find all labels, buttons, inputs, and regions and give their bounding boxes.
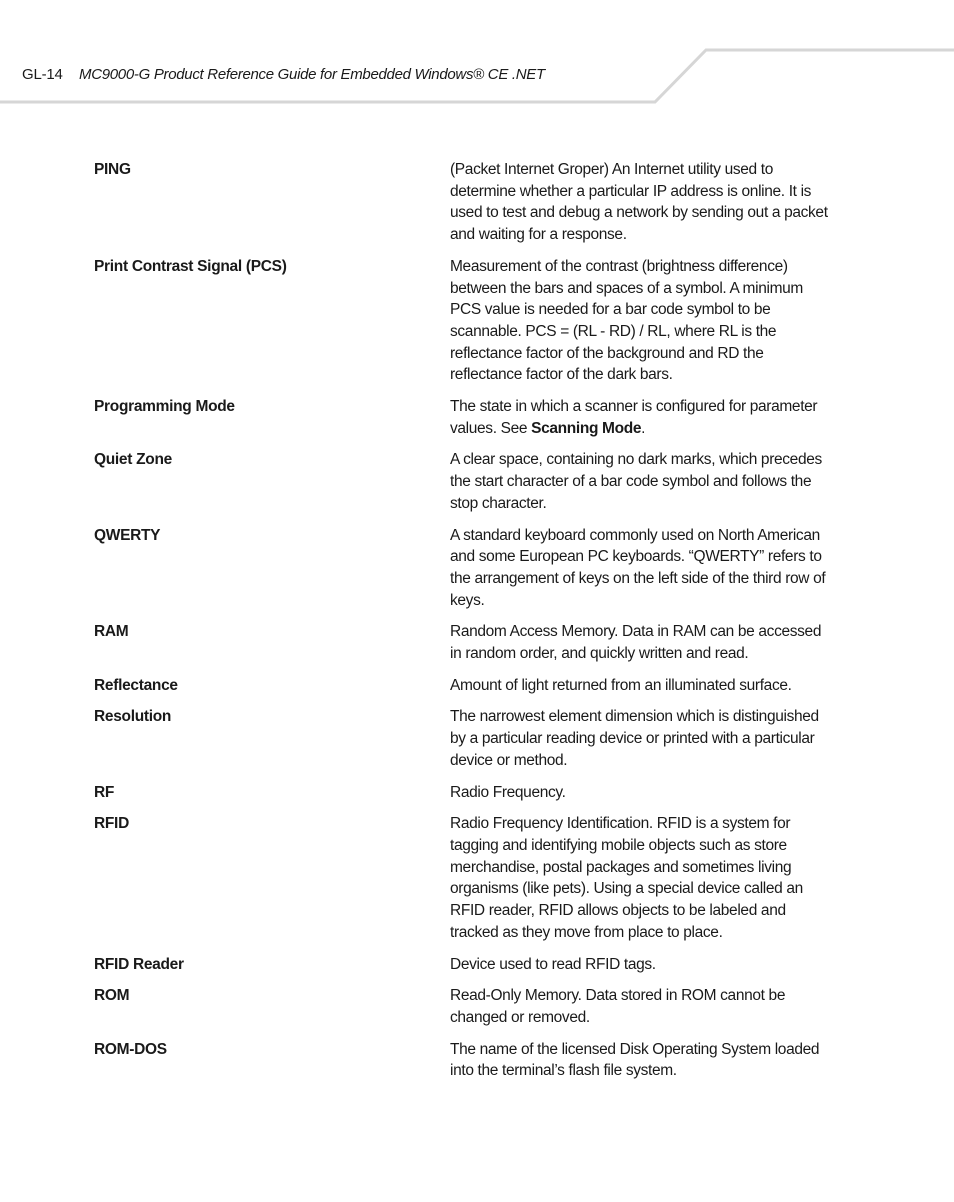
glossary-definition [450,396,828,439]
glossary-definition: (Packet Internet Groper) An Internet utility used to determine whether a particular IP address is online. It is used to test and debug a network by sending out a packet and waiting for a response. [450,161,828,244]
glossary-entry-programming-mode [94,396,834,439]
glossary-definition: A standard keyboard commonly used on North American and some European PC keyboards. “QWERTY” refers to the arrangement of keys on the left side of the third row of keys. [450,526,826,609]
glossary-entry-rfid [94,813,834,943]
glossary-entry-rfid-reader [94,954,834,976]
glossary-term: ROM [94,987,130,1005]
glossary-entry-ram [94,621,834,664]
glossary-term: ROM-DOS [94,1040,167,1058]
glossary-definition: The narrowest element dimension which is distinguished by a particular reading device or printed with a particular device or method. [450,708,819,769]
glossary-entry-qwerty [94,525,834,612]
glossary-definition: A clear space, containing no dark marks, which precedes the start character of a bar code symbol and follows the stop character. [450,451,822,512]
glossary-definition: Amount of light returned from an illuminated surface. [450,676,792,694]
glossary-definition: Device used to read RFID tags. [450,955,656,973]
glossary-term: QWERTY [94,526,161,544]
glossary-definition: Radio Frequency Identification. RFID is a system for tagging and identifying mobile objects such as store merchandise, postal packages and sometimes living organisms (like pets). Using a special device called an RFID reader, RFID allows objects to be labeled and tracked as they move from place to place. [450,815,803,941]
glossary-entry-quiet-zone [94,449,834,514]
glossary-term: Quiet Zone [94,451,172,469]
glossary-entry-pcs [94,256,834,386]
glossary-entry-rom-dos [94,1039,834,1082]
definition-text: The state in which a scanner is configured for parameter values. See [450,398,818,437]
glossary-definition: Random Access Memory. Data in RAM can be accessed in random order, and quickly written and read. [450,623,822,663]
page-number: GL-14 [22,66,63,83]
definition-text-end: . [641,419,646,437]
glossary-term: Print Contrast Signal (PCS) [94,257,287,275]
glossary-term: RAM [94,623,129,641]
header-rule-decoration [0,0,954,110]
glossary-entry-rf [94,782,834,804]
glossary-definition: The name of the licensed Disk Operating System loaded into the terminal’s flash file system. [450,1040,820,1080]
glossary-term: PING [94,161,131,178]
glossary-term: RF [94,783,115,801]
glossary-list [94,159,834,1092]
glossary-entry-resolution [94,706,834,771]
glossary-definition: Measurement of the contrast (brightness difference) between the bars and spaces of a symbol. A minimum PCS value is needed for a bar code symbol to be scannable. PCS = (RL - RD) / RL, where RL is the reflectance factor of the background and RD the reflectance factor of the dark bars. [450,257,803,384]
glossary-definition: Radio Frequency. [450,783,566,801]
glossary-term: Programming Mode [94,398,235,416]
running-title: MC9000-G Product Reference Guide for Embedded Windows® CE .NET [79,66,545,83]
glossary-term: RFID Reader [94,955,184,973]
glossary-term: RFID [94,815,129,833]
glossary-term: Resolution [94,708,172,726]
glossary-definition: Read-Only Memory. Data stored in ROM cannot be changed or removed. [450,987,786,1026]
glossary-term: Reflectance [94,676,178,694]
cross-reference-link[interactable]: Scanning Mode [531,419,642,437]
glossary-entry-reflectance [94,675,834,697]
glossary-entry-ping [94,159,834,246]
glossary-entry-rom [94,985,834,1028]
